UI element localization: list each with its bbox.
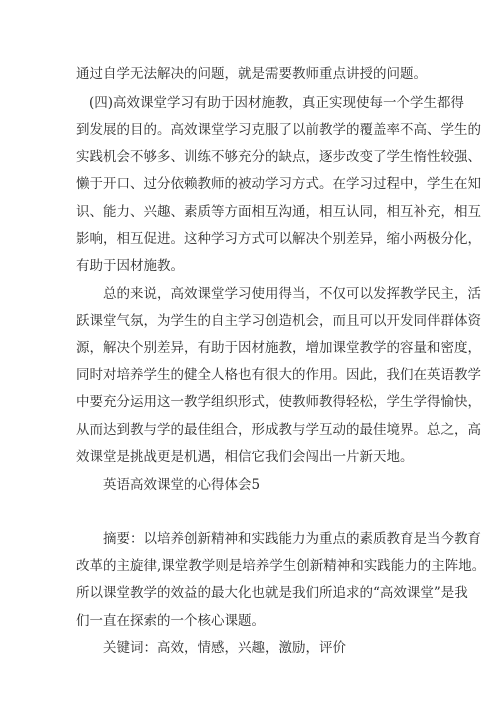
paragraph-line: 改革的主旋律,课堂教学则是培养学生创新精神和实践能力的主阵地。 xyxy=(76,558,486,574)
summary-paragraph-start: 总的来说，高效课堂学习使用得当，不仅可以发挥教学民主，活 xyxy=(103,286,481,302)
section-title: 英语高效课堂的心得体会5 xyxy=(103,477,261,493)
paragraph-line: 效课堂是挑战更是机遇，相信它我们会闯出一片新天地。 xyxy=(76,449,414,465)
paragraph-line: 实践机会不够多、训练不够充分的缺点，逐步改变了学生惰性较强、 xyxy=(76,149,481,165)
paragraph-line: 懒于开口、过分依赖教师的被动学习方式。在学习过程中，学生在知 xyxy=(76,176,481,192)
paragraph-line: 所以课堂教学的效益的最大化也就是我们所追求的“高效课堂”是我 xyxy=(76,585,468,601)
paragraph-line: 识、能力、兴趣、素质等方面相互沟通，相互认同，相互补充，相互 xyxy=(76,204,481,220)
paragraph-line: 中要充分运用这一教学组织形式，使教师教得轻松，学生学得愉快， xyxy=(76,394,481,410)
paragraph-line: 有助于因材施教。 xyxy=(76,258,184,274)
paragraph-line: 跃课堂气氛，为学生的自主学习创造机会，而且可以开发同伴群体资 xyxy=(76,313,481,329)
keywords-line: 关键词：高效，情感，兴趣，激励，评价 xyxy=(103,640,346,656)
paragraph-line: 影响，相互促进。这种学习方式可以解决个别差异，缩小两极分化， xyxy=(76,231,481,247)
paragraph-line: 源，解决个别差异，有助于因材施教，增加课堂教学的容量和密度， xyxy=(76,340,481,356)
paragraph-line: 从而达到教与学的最佳组合，形成教与学互动的最佳境界。总之，高 xyxy=(76,422,481,438)
abstract-paragraph-start: 摘要：以培养创新精神和实践能力为重点的素质教育是当今教育 xyxy=(103,531,481,547)
paragraph-line: 同时对培养学生的健全人格也有很大的作用。因此，我们在英语教学 xyxy=(76,367,481,383)
paragraph-line: 到发展的目的。高效课堂学习克服了以前教学的覆盖率不高、学生的 xyxy=(76,122,481,138)
paragraph-line: 们一直在探索的一个核心课题。 xyxy=(76,613,265,629)
paragraph-line: 通过自学无法解决的问题，就是需要教师重点讲授的问题。 xyxy=(76,66,427,82)
section-four-line: (四)高效课堂学习有助于因材施教，真正实现使每一个学生都得 xyxy=(89,95,465,111)
